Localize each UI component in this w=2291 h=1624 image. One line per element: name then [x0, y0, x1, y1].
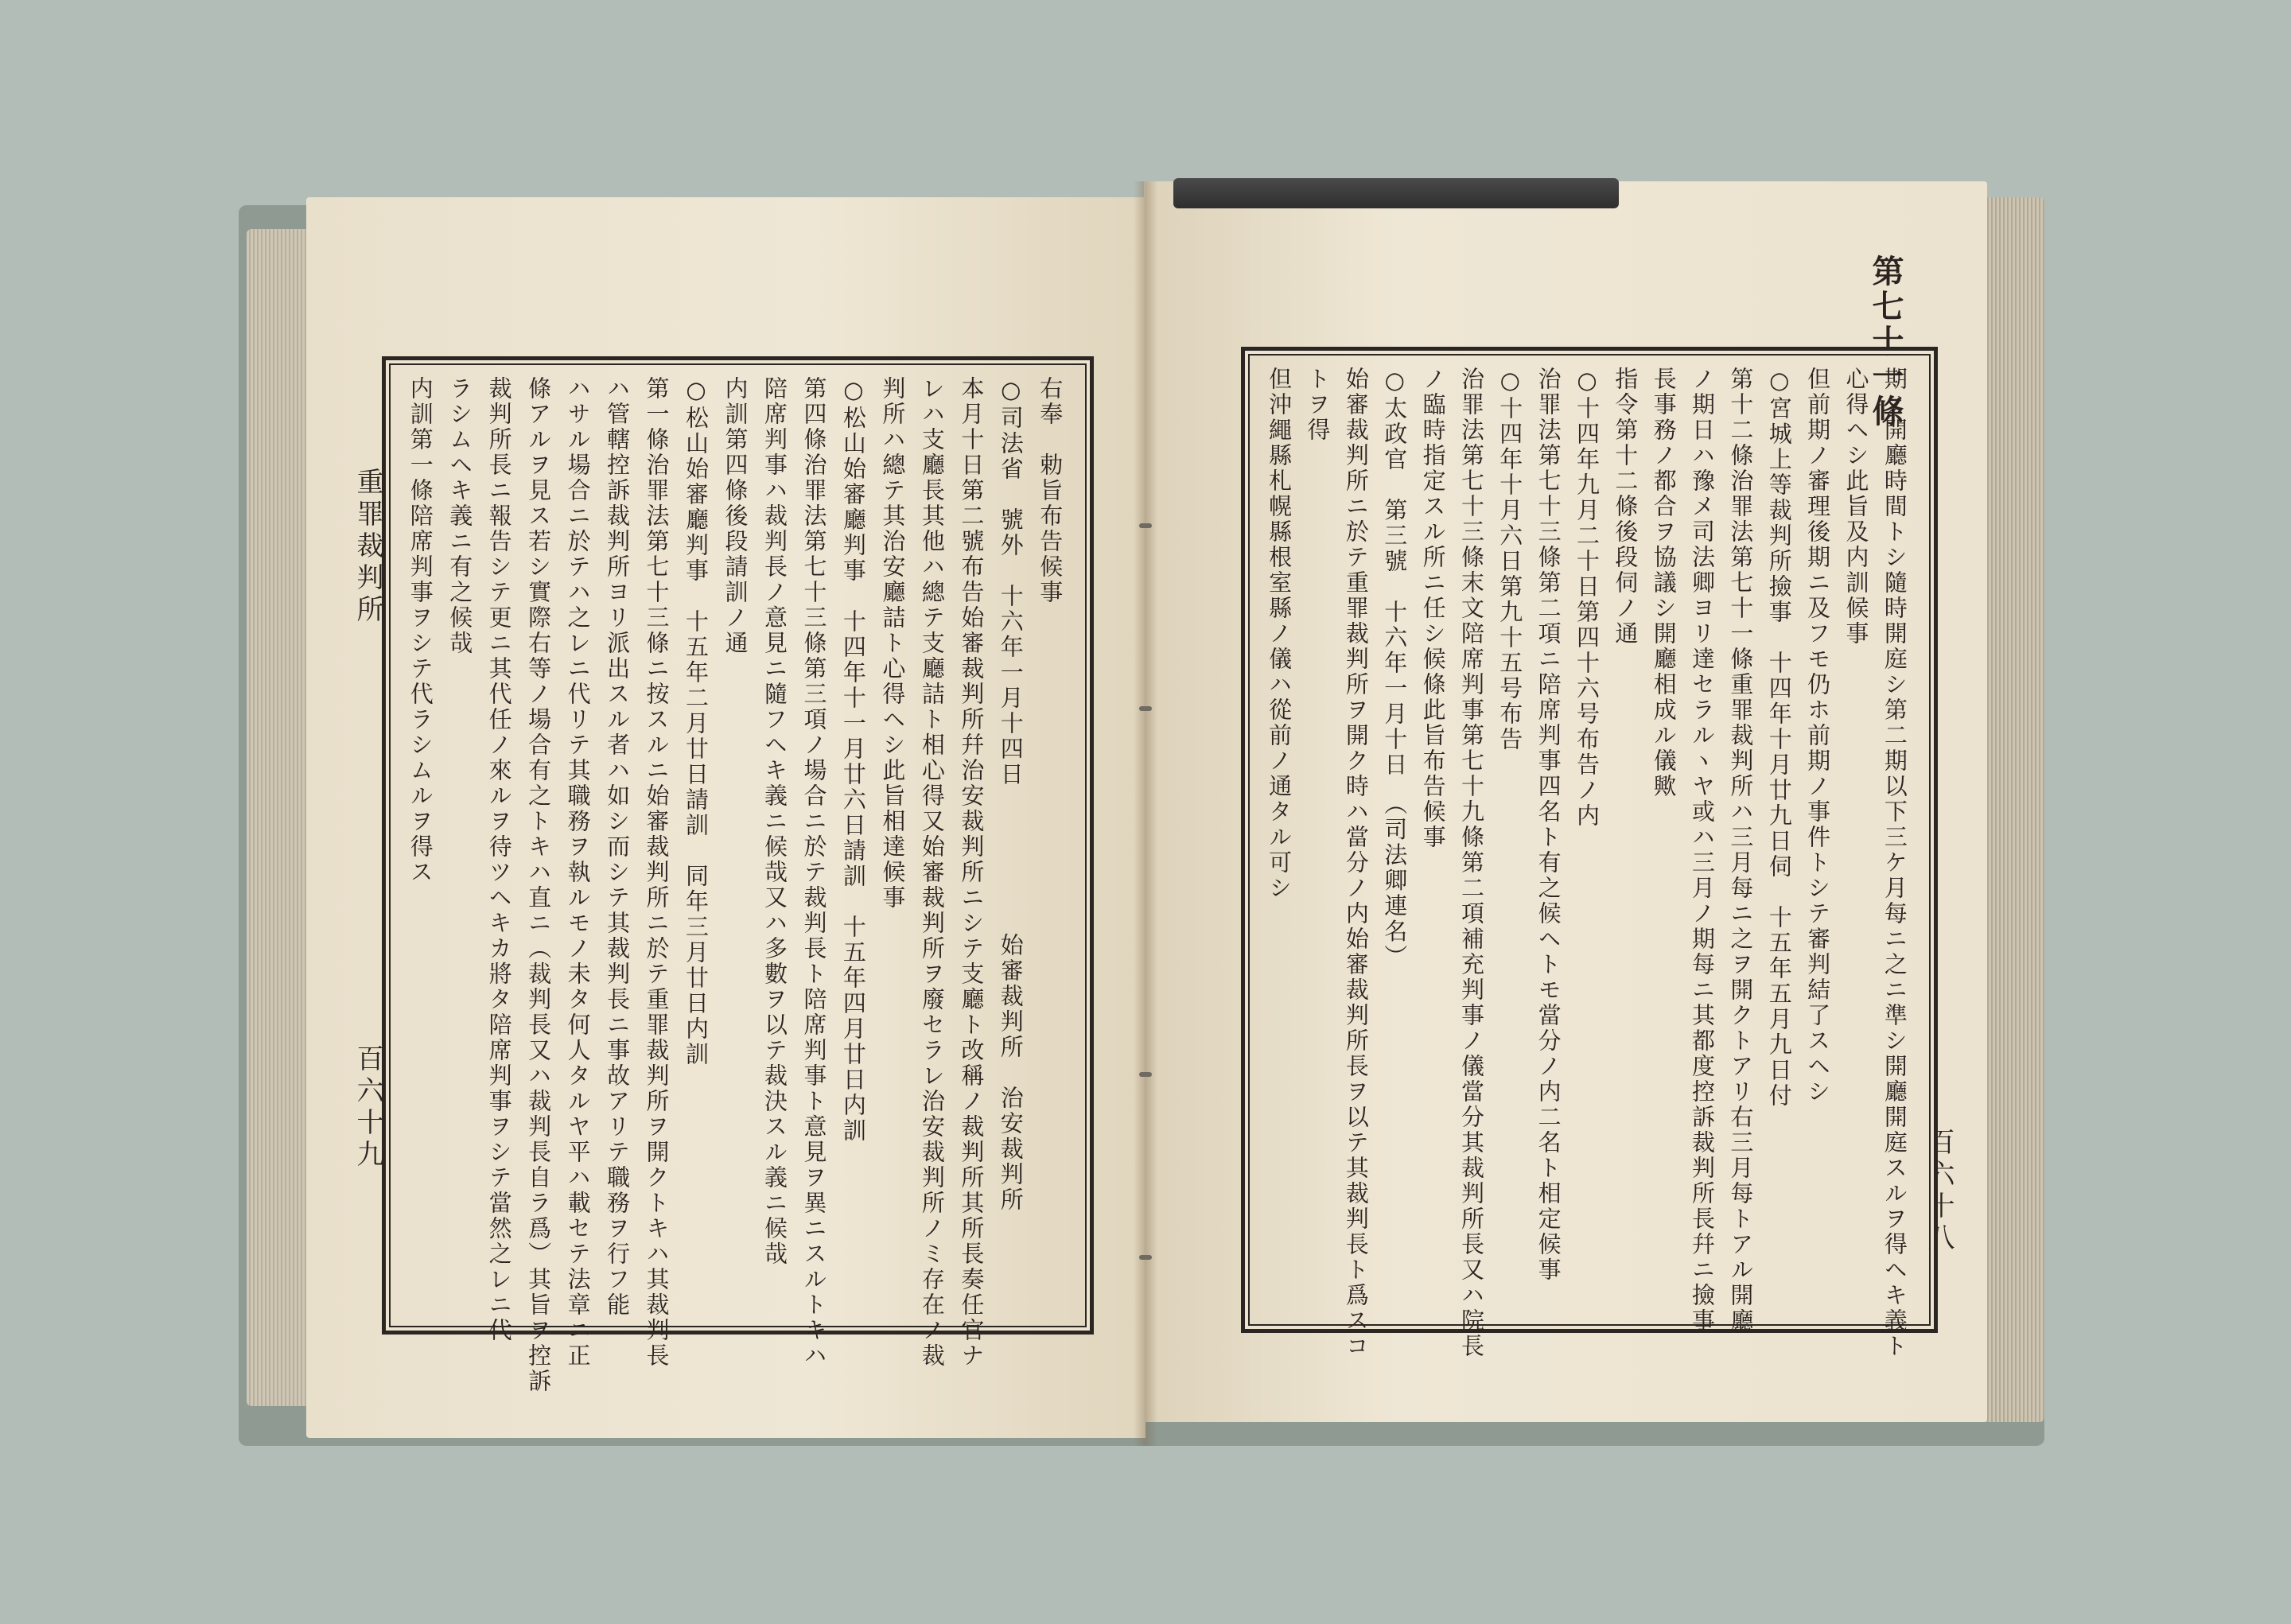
left-page-number: 百六十九 [352, 1044, 383, 1171]
page-edges-right [1981, 197, 2044, 1422]
text-column: ○宮城上等裁判所撿事 十四年十月廿九日伺 十五年五月九日付 [1765, 367, 1793, 1109]
left-text-columns [403, 376, 1072, 1394]
article-label: 第七十一條 [1867, 254, 1904, 429]
text-column: 始審裁判所ニ於テ重罪裁判所ヲ開ク時ハ當分ノ内始審裁判所長ヲ以テ其裁判長ト爲スコ [1342, 367, 1370, 1359]
text-column: 内訓第一條陪席判事ヲシテ代ラシムルヲ得ス [406, 376, 434, 885]
text-column: 陪席判事ハ裁判長ノ意見ニ隨フヘキ義ニ候哉又ハ多數ヲ以テ裁決スル義ニ候哉 [760, 376, 788, 1267]
text-column: レハ支廳長其他ハ總テ支廳詰ト相心得又始審裁判所ヲ廢セラレ治安裁判所ノミ存在ノ裁 [918, 376, 946, 1369]
text-column: 裁判所長ニ報告シテ更ニ其代任ノ來ルヲ待ツヘキカ將タ陪席判事ヲシテ當然之レニ代 [485, 376, 513, 1343]
inline-header: 始審裁判所 治安裁判所 [997, 933, 1025, 1213]
text-column: 第四條治罪法第七十三條第三項ノ場合ニ於テ裁判長ト陪席判事ト意見ヲ異ニスルトキハ [800, 376, 828, 1369]
text-column: ハ管轄控訴裁判所ヨリ派出スル者ハ如シ而シテ其裁判長ニ事故アリテ職務ヲ行フ能 [604, 376, 632, 1318]
right-text-frame [1241, 347, 1938, 1359]
left-text-frame [382, 356, 1094, 1394]
text-column: ハサル場合ニ於テハ之レニ代リテ其職務ヲ執ルモノ未タ何人タルヤ平ハ載セテ法章ニ正 [564, 376, 592, 1369]
text-column: ○十四年十月六日第九十五号布告 [1496, 367, 1524, 752]
text-column: 但前期ノ審理後期ニ及フモ仍ホ前期ノ事件トシテ審判結了スヘシ [1804, 367, 1832, 1105]
text-column: 治罪法第七十三條末文陪席判事第七十九條第二項補充判事ノ儀當分其裁判所長又ハ院長 [1457, 367, 1485, 1359]
binding-stitch [1139, 706, 1152, 711]
text-column: ノ臨時指定スル所ニ任シ候條此旨布告候事 [1419, 367, 1447, 850]
text-column: ○松山始審廳判事 十五年二月廿日請訓 同年三月廿日内訓 [683, 376, 710, 1067]
right-page-number: 百六十八 [1923, 1128, 1955, 1255]
text-column: 本月十日第二號布告始審裁判所幷治安裁判所ニシテ支廳ト改稱ノ裁判所其所長奏任官ナ [958, 376, 986, 1369]
binding-stitch [1139, 1072, 1152, 1077]
text-column: ○十四年九月二十日第四十六号布告ノ内 [1573, 367, 1601, 829]
text-column: 内訓第四條後段請訓ノ通 [722, 376, 749, 656]
text-column: トヲ得 [1304, 367, 1332, 443]
bookmark-ribbon [1173, 178, 1619, 208]
text-column: ○司法省 號外 十六年一月十四日 [997, 376, 1025, 787]
text-column: 心得ヘシ此旨及内訓候事 [1842, 367, 1870, 647]
text-column: 右奉 勅旨布告候事 [1037, 376, 1064, 605]
text-column: 指令第十二條後段伺ノ通 [1612, 367, 1639, 647]
text-column: 長事務ノ都合ヲ協議シ開廳相成ル儀歟 [1650, 367, 1678, 799]
text-column: ○松山始審廳判事 十四年十一月廿六日請訓 十五年四月廿日内訓 [839, 376, 867, 1144]
text-column: 第一條治罪法第七十三條ニ按スルニ始審裁判所ニ於テ重罪裁判所ヲ開クトキハ其裁判長 [643, 376, 671, 1369]
text-column: ノ期日ハ豫メ司法卿ヨリ達セラルヽヤ或ハ三月ノ期每ニ其都度控訴裁判所長幷ニ撿事 [1689, 367, 1717, 1334]
text-column: ○太政官 第三號 十六年一月十日 （司法卿連名） [1381, 367, 1409, 970]
text-column: 但沖繩縣札幌縣根室縣ノ儀ハ從前ノ通タル可シ [1266, 367, 1293, 901]
binding-stitch [1139, 523, 1152, 528]
text-column: 判所ハ總テ其治安廳詰ト心得ヘシ此旨相達候事 [879, 376, 907, 911]
text-column: ラシムヘキ義ニ有之候哉 [446, 376, 474, 656]
open-book [231, 181, 2060, 1454]
text-column: 治罪法第七十三條第二項ニ陪席判事四名ト有之候ヘトモ當分ノ内二名ト相定候事 [1534, 367, 1562, 1283]
page-edges-left [247, 229, 310, 1406]
left-running-head: 重罪裁判所 [352, 468, 383, 627]
binding-stitch [1139, 1255, 1152, 1260]
text-column: 條アルヲ見ス若シ實際右等ノ場合有之トキハ直ニ（裁判長又ハ裁判長自ラ爲）其旨ヲ控訴 [525, 376, 553, 1394]
text-column: 期ノ開廳時間トシ隨時開庭シ第二期以下三ケ月每ニ之ニ準シ開廳開庭スルヲ得ヘキ義ト [1881, 367, 1908, 1359]
text-column: 第十二條治罪法第七十一條重罪裁判所ハ三月每ニ之ヲ開クトアリ右三月每トアル開廳 [1727, 367, 1755, 1334]
right-text-columns [1262, 367, 1916, 1359]
